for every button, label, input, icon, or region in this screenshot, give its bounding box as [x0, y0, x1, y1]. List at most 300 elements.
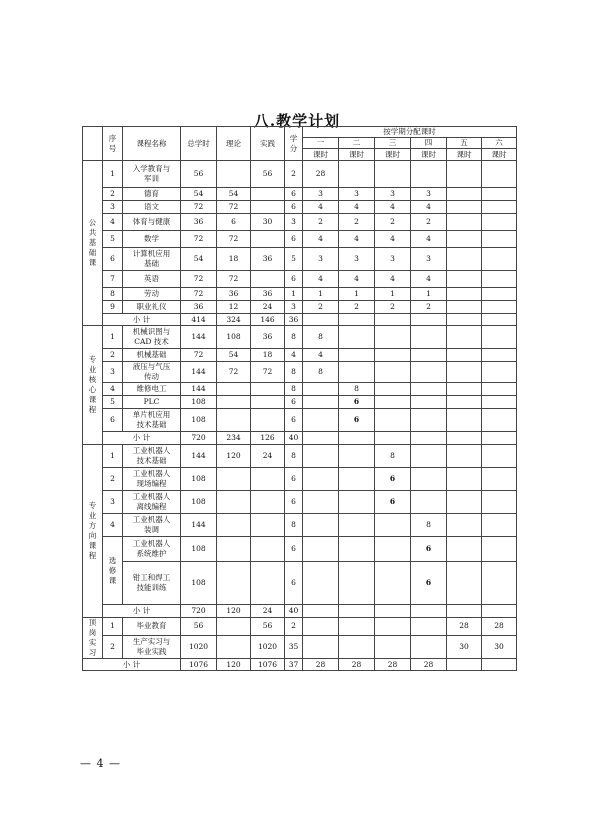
subtotal-semester-cell: 28: [411, 659, 447, 671]
semester-hours-cell: [303, 635, 339, 658]
semester-hours-cell: [375, 562, 411, 605]
table-row: [83, 214, 517, 231]
seq-cell: 4: [103, 214, 123, 231]
subtotal-semester-cell: [482, 659, 517, 671]
semester-hours-cell: [303, 562, 339, 605]
semester-hours-cell: 6: [411, 562, 447, 605]
semester-hours-cell: 8: [411, 514, 447, 537]
course-name-cell: 英语: [123, 271, 181, 288]
semester-hours-cell: 4: [303, 349, 339, 362]
semester-hours-cell: [482, 248, 517, 271]
semester-hours-cell: [339, 562, 375, 605]
semester-hours-cell: [482, 326, 517, 349]
semester-hours-cell: 2: [303, 214, 339, 231]
semester-hours-cell: 4: [339, 201, 375, 214]
practice-cell: [251, 537, 285, 562]
semester-hours-cell: 6: [375, 468, 411, 491]
semester-hours-cell: [375, 349, 411, 362]
theory-cell: [217, 537, 251, 562]
subtotal-semester-cell: [375, 605, 411, 618]
hours-label-header: 课时: [482, 149, 517, 161]
credits-cell: 8: [285, 362, 303, 383]
table-row: [83, 396, 517, 409]
table-row: [83, 201, 517, 214]
table-row: [83, 468, 517, 491]
table-row: [83, 514, 517, 537]
seq-cell: 7: [103, 271, 123, 288]
semester-hours-cell: [482, 214, 517, 231]
total-hours-cell: 36: [181, 301, 217, 314]
semester-hours-cell: 8: [303, 326, 339, 349]
practice-cell: 36: [251, 288, 285, 301]
seq-cell: 9: [103, 301, 123, 314]
semester-hours-cell: 2: [303, 301, 339, 314]
credits-header: 学 分: [285, 127, 303, 161]
semester-hours-cell: [303, 618, 339, 636]
semester-hours-cell: [303, 491, 339, 514]
course-name-cell: 德育: [123, 188, 181, 201]
subtotal-label: 小 计: [103, 605, 181, 618]
course-name-cell: 机械基础: [123, 349, 181, 362]
subtotal-credits: 40: [285, 605, 303, 618]
semester-hours-cell: 4: [303, 271, 339, 288]
subtotal-semester-cell: [303, 605, 339, 618]
subtotal-semester-cell: 28: [339, 659, 375, 671]
course-name-cell: 职业礼仪: [123, 301, 181, 314]
semester-hours-cell: [375, 362, 411, 383]
seq-cell: 1: [103, 445, 123, 468]
total-hours-cell: 144: [181, 514, 217, 537]
table-row: [83, 409, 517, 432]
table-row: [83, 349, 517, 362]
semester-hours-cell: 8: [339, 383, 375, 396]
theory-cell: [217, 562, 251, 605]
hours-label-header: 课时: [375, 149, 411, 161]
semester-hours-cell: 4: [303, 231, 339, 248]
total-hours-cell: 72: [181, 231, 217, 248]
course-name-cell: 工业机器人 技术基础: [123, 445, 181, 468]
semester-hours-cell: 3: [303, 248, 339, 271]
semester-hours-cell: [375, 618, 411, 636]
hours-label-header: 课时: [303, 149, 339, 161]
subtotal-credits: 36: [285, 314, 303, 326]
semester-hours-cell: [447, 326, 482, 349]
table-row: [83, 491, 517, 514]
practice-cell: [251, 409, 285, 432]
semester-hours-cell: 4: [411, 231, 447, 248]
subtotal-theory: 234: [217, 432, 251, 445]
credits-cell: 3: [285, 301, 303, 314]
total-hours-cell: 56: [181, 161, 217, 188]
table-row: [83, 445, 517, 468]
practice-cell: [251, 383, 285, 396]
credits-cell: 8: [285, 326, 303, 349]
total-hours-cell: 108: [181, 491, 217, 514]
semester-hours-cell: [411, 409, 447, 432]
total-hours-cell: 1020: [181, 635, 217, 658]
table-row: [83, 362, 517, 383]
theory-cell: [217, 514, 251, 537]
semester-header: 三: [375, 138, 411, 149]
semester-hours-cell: [303, 514, 339, 537]
semester-hours-cell: [339, 491, 375, 514]
total-hours-cell: 72: [181, 271, 217, 288]
course-name-cell: 数学: [123, 231, 181, 248]
practice-cell: 56: [251, 161, 285, 188]
theory-cell: 12: [217, 301, 251, 314]
semester-hours-cell: [375, 409, 411, 432]
total-hours-cell: 108: [181, 409, 217, 432]
subtotal-semester-cell: [482, 314, 517, 326]
semester-hours-cell: [447, 468, 482, 491]
elective-label-cell: 选 修 课: [103, 537, 123, 605]
total-hours-cell: 54: [181, 188, 217, 201]
course-name-cell: 语文: [123, 201, 181, 214]
page-number: — 4 —: [80, 757, 121, 770]
semester-hours-cell: [482, 409, 517, 432]
subtotal-semester-cell: [411, 314, 447, 326]
course-name-cell: 液压与气压 传动: [123, 362, 181, 383]
theory-cell: 72: [217, 271, 251, 288]
table-row: [83, 231, 517, 248]
theory-header: 理论: [217, 127, 251, 161]
semester-hours-cell: 2: [411, 214, 447, 231]
semester-hours-cell: [339, 468, 375, 491]
subtotal-label: 小 计: [103, 314, 181, 326]
semester-header: 一: [303, 138, 339, 149]
table-row: [83, 326, 517, 349]
practice-cell: [251, 396, 285, 409]
semester-hours-cell: [303, 383, 339, 396]
subtotal-semester-cell: [482, 605, 517, 618]
semester-hours-cell: [375, 161, 411, 188]
seq-cell: 5: [103, 396, 123, 409]
semester-hours-cell: [447, 396, 482, 409]
subtotal-row: [83, 432, 517, 445]
practice-cell: [251, 271, 285, 288]
total-hours-cell: 108: [181, 396, 217, 409]
seq-cell: 4: [103, 383, 123, 396]
subtotal-semester-cell: [339, 605, 375, 618]
credits-cell: 6: [285, 562, 303, 605]
semester-hours-cell: 3: [411, 188, 447, 201]
total-hours-cell: 56: [181, 618, 217, 636]
category-cell: 顶 岗 实 习: [83, 618, 103, 659]
semester-hours-cell: [447, 248, 482, 271]
semester-hours-cell: 1: [375, 288, 411, 301]
theory-cell: 72: [217, 362, 251, 383]
total-hours-cell: 108: [181, 562, 217, 605]
course-name-cell: 工业机器人 系统维护: [123, 537, 181, 562]
semester-hours-cell: 4: [339, 231, 375, 248]
semester-hours-cell: [482, 301, 517, 314]
practice-header: 实践: [251, 127, 285, 161]
semester-hours-cell: [447, 231, 482, 248]
course-name-header: 课程名称: [123, 127, 181, 161]
theory-cell: 18: [217, 248, 251, 271]
theory-cell: 54: [217, 188, 251, 201]
semester-hours-cell: 3: [375, 188, 411, 201]
semester-hours-cell: [482, 161, 517, 188]
subtotal-semester-cell: [447, 432, 482, 445]
practice-cell: 56: [251, 618, 285, 636]
semester-hours-cell: 28: [482, 618, 517, 636]
header-row: [83, 127, 517, 138]
semester-hours-cell: [411, 618, 447, 636]
subtotal-semester-cell: [447, 605, 482, 618]
semester-hours-cell: 3: [375, 248, 411, 271]
practice-cell: 18: [251, 349, 285, 362]
subtotal-semester-cell: [482, 432, 517, 445]
semester-hours-cell: 4: [411, 201, 447, 214]
practice-cell: [251, 468, 285, 491]
semester-hours-cell: 3: [339, 188, 375, 201]
subtotal-theory: 324: [217, 314, 251, 326]
semester-header: 六: [482, 138, 517, 149]
semester-hours-cell: [447, 362, 482, 383]
semester-hours-cell: 8: [375, 445, 411, 468]
credits-cell: 3: [285, 214, 303, 231]
semester-hours-cell: 4: [375, 271, 411, 288]
subtotal-label: 小 计: [83, 659, 181, 671]
subtotal-practice: 146: [251, 314, 285, 326]
semester-hours-cell: [482, 383, 517, 396]
semester-hours-cell: [339, 514, 375, 537]
semester-hours-cell: [482, 188, 517, 201]
table-row: [83, 161, 517, 188]
course-name-cell: 工业机器人 离线编程: [123, 491, 181, 514]
table-row: [83, 618, 517, 636]
semester-hours-cell: [303, 537, 339, 562]
semester-hours-cell: [339, 161, 375, 188]
subtotal-semester-cell: [303, 432, 339, 445]
seq-cell: 3: [103, 201, 123, 214]
semester-hours-cell: [447, 445, 482, 468]
credits-cell: 2: [285, 161, 303, 188]
seq-cell: 1: [103, 161, 123, 188]
total-hours-header: 总学时: [181, 127, 217, 161]
semester-hours-cell: 6: [411, 537, 447, 562]
practice-cell: 72: [251, 362, 285, 383]
semester-hours-cell: [482, 349, 517, 362]
semester-hours-cell: [482, 491, 517, 514]
practice-cell: [251, 491, 285, 514]
teaching-plan-table: [82, 126, 517, 671]
seq-cell: 1: [103, 326, 123, 349]
semester-hours-cell: 30: [482, 635, 517, 658]
course-name-cell: 入学教育与 军训: [123, 161, 181, 188]
practice-cell: 36: [251, 326, 285, 349]
semester-hours-cell: 28: [303, 161, 339, 188]
course-name-cell: 毕业教育: [123, 618, 181, 636]
subtotal-semester-cell: [447, 659, 482, 671]
semester-hours-cell: [411, 445, 447, 468]
theory-cell: [217, 468, 251, 491]
credits-cell: 6: [285, 188, 303, 201]
semester-hours-cell: [375, 635, 411, 658]
seq-cell: 6: [103, 248, 123, 271]
semester-hours-cell: [447, 201, 482, 214]
theory-cell: 72: [217, 201, 251, 214]
table-row: [83, 248, 517, 271]
category-header-cell: [83, 127, 103, 161]
semester-hours-cell: [482, 562, 517, 605]
semester-hours-cell: [482, 201, 517, 214]
semester-header: 四: [411, 138, 447, 149]
semester-hours-cell: [482, 362, 517, 383]
subtotal-total: 1076: [181, 659, 217, 671]
theory-cell: [217, 409, 251, 432]
semester-hours-cell: [482, 231, 517, 248]
semester-hours-cell: 28: [447, 618, 482, 636]
semester-hours-cell: [447, 188, 482, 201]
semester-hours-cell: [447, 161, 482, 188]
credits-cell: 35: [285, 635, 303, 658]
table-row: [83, 288, 517, 301]
table-row: [83, 537, 517, 562]
semester-hours-cell: 6: [339, 396, 375, 409]
semester-hours-cell: [339, 537, 375, 562]
semester-hours-cell: [339, 326, 375, 349]
semester-hours-cell: 3: [339, 248, 375, 271]
semester-hours-cell: [447, 349, 482, 362]
semester-hours-cell: [411, 396, 447, 409]
credits-cell: 6: [285, 231, 303, 248]
semester-hours-cell: [447, 383, 482, 396]
subtotal-semester-cell: [339, 314, 375, 326]
credits-cell: 8: [285, 514, 303, 537]
seq-cell: 2: [103, 188, 123, 201]
subtotal-semester-cell: [303, 314, 339, 326]
semester-hours-cell: 2: [375, 301, 411, 314]
semester-hours-cell: [447, 288, 482, 301]
semester-hours-cell: [447, 214, 482, 231]
semester-hours-cell: 6: [339, 409, 375, 432]
semester-hours-cell: [447, 537, 482, 562]
credits-cell: 6: [285, 409, 303, 432]
subtotal-row: [83, 605, 517, 618]
subtotal-practice: 1076: [251, 659, 285, 671]
credits-cell: 5: [285, 248, 303, 271]
subtotal-row: [83, 659, 517, 671]
table-row: [83, 301, 517, 314]
seq-cell: 4: [103, 514, 123, 537]
course-name-cell: 工业机器人 装调: [123, 514, 181, 537]
theory-cell: 36: [217, 288, 251, 301]
subtotal-credits: 37: [285, 659, 303, 671]
subtotal-total: 720: [181, 605, 217, 618]
semester-hours-cell: [447, 562, 482, 605]
semester-hours-cell: [375, 326, 411, 349]
credits-cell: 8: [285, 383, 303, 396]
semester-hours-cell: [303, 396, 339, 409]
semester-hours-cell: 30: [447, 635, 482, 658]
semester-hours-cell: [339, 445, 375, 468]
course-name-cell: 体育与健康: [123, 214, 181, 231]
theory-cell: [217, 635, 251, 658]
theory-cell: [217, 396, 251, 409]
semester-hours-cell: 3: [303, 188, 339, 201]
semester-hours-cell: [303, 468, 339, 491]
table-row: [83, 188, 517, 201]
table-row: [83, 635, 517, 658]
semester-hours-cell: 2: [339, 301, 375, 314]
theory-cell: 120: [217, 445, 251, 468]
page-title: 八.教学计划: [253, 112, 341, 130]
semester-hours-cell: 4: [339, 271, 375, 288]
semester-allocation-header: 按学期分配课时: [303, 127, 517, 138]
credits-cell: 1: [285, 288, 303, 301]
credits-cell: 6: [285, 468, 303, 491]
semester-hours-cell: [339, 349, 375, 362]
semester-hours-cell: [411, 326, 447, 349]
semester-hours-cell: 4: [375, 231, 411, 248]
practice-cell: [251, 231, 285, 248]
table-row: [83, 383, 517, 396]
semester-header: 五: [447, 138, 482, 149]
semester-hours-cell: [303, 445, 339, 468]
seq-cell: 3: [103, 491, 123, 514]
course-name-cell: 单片机应用 技术基础: [123, 409, 181, 432]
semester-hours-cell: [411, 362, 447, 383]
theory-cell: [217, 161, 251, 188]
semester-hours-cell: [447, 409, 482, 432]
practice-cell: 30: [251, 214, 285, 231]
semester-hours-cell: 8: [303, 362, 339, 383]
credits-cell: 2: [285, 618, 303, 636]
subtotal-semester-cell: [411, 432, 447, 445]
subtotal-total: 414: [181, 314, 217, 326]
semester-hours-cell: 1: [411, 288, 447, 301]
total-hours-cell: 144: [181, 326, 217, 349]
total-hours-cell: 108: [181, 468, 217, 491]
practice-cell: [251, 188, 285, 201]
semester-hours-cell: 2: [411, 301, 447, 314]
hours-label-header: 课时: [411, 149, 447, 161]
semester-hours-cell: 3: [411, 248, 447, 271]
semester-hours-cell: [303, 409, 339, 432]
practice-cell: [251, 201, 285, 214]
theory-cell: 108: [217, 326, 251, 349]
seq-cell: 8: [103, 288, 123, 301]
table-row: [83, 562, 517, 605]
semester-hours-cell: [339, 618, 375, 636]
subtotal-practice: 126: [251, 432, 285, 445]
total-hours-cell: 72: [181, 288, 217, 301]
subtotal-semester-cell: 28: [303, 659, 339, 671]
practice-cell: 24: [251, 301, 285, 314]
semester-hours-cell: [482, 288, 517, 301]
semester-hours-cell: [411, 468, 447, 491]
course-name-cell: 工业机器人 现场编程: [123, 468, 181, 491]
subtotal-semester-cell: [339, 432, 375, 445]
semester-hours-cell: [375, 383, 411, 396]
hours-label-header: 课时: [339, 149, 375, 161]
subtotal-label: 小 计: [103, 432, 181, 445]
semester-hours-cell: 2: [375, 214, 411, 231]
total-hours-cell: 54: [181, 248, 217, 271]
category-cell: 专 业 核 心 课 程: [83, 326, 103, 445]
semester-hours-cell: [339, 362, 375, 383]
semester-hours-cell: [375, 514, 411, 537]
total-hours-cell: 72: [181, 201, 217, 214]
course-name-cell: 机械识图与 CAD 技术: [123, 326, 181, 349]
semester-hours-cell: [482, 445, 517, 468]
practice-cell: 24: [251, 445, 285, 468]
semester-hours-cell: [411, 383, 447, 396]
semester-hours-cell: [447, 301, 482, 314]
subtotal-row: [83, 314, 517, 326]
